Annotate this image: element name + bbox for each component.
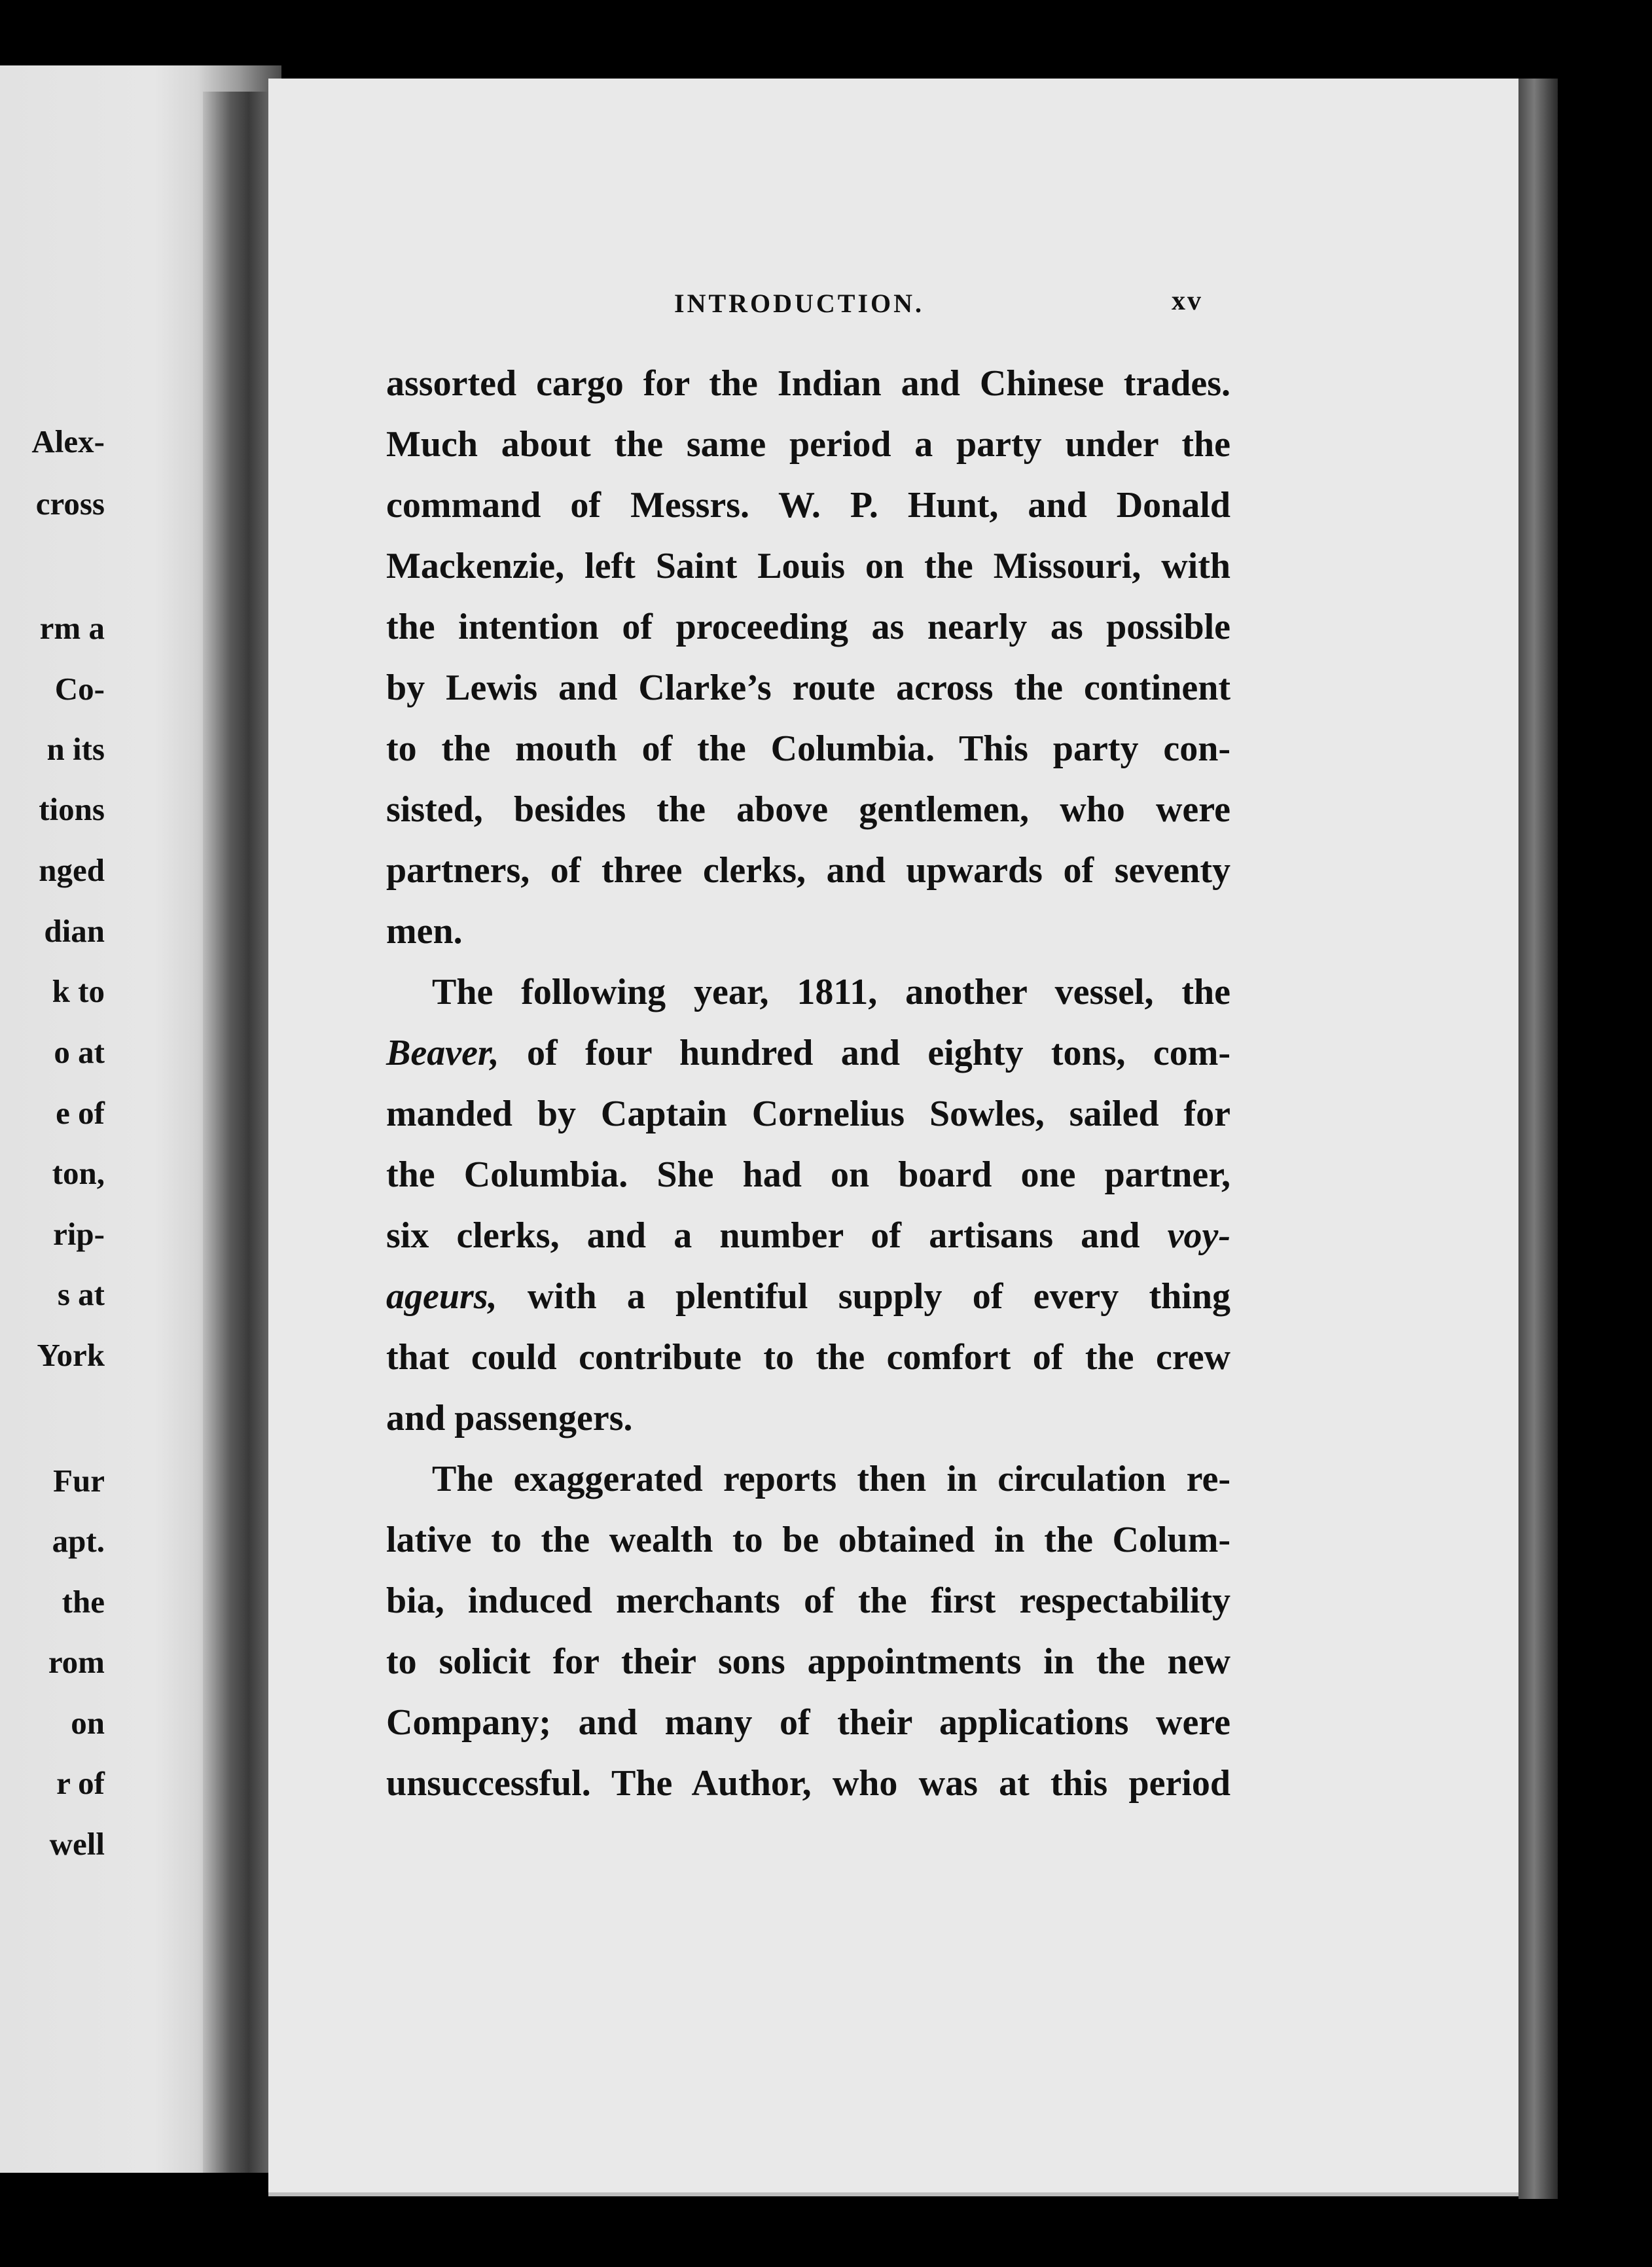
left-fragment: tions — [39, 791, 105, 827]
left-fragment: rm a — [39, 610, 105, 646]
line-rest: with a plentiful supply of every thing — [497, 1276, 1230, 1317]
left-fragment: dian — [44, 913, 105, 949]
text-line: manded by Captain Cornelius Sowles, sailed for — [386, 1094, 1230, 1134]
text-line: men. — [386, 911, 463, 952]
text-line — [386, 1266, 1230, 1327]
left-fragment: apt. — [52, 1523, 105, 1559]
running-head: INTRODUCTION. — [674, 289, 925, 318]
text-line: that could contribute to the comfort of the crew — [386, 1337, 1230, 1378]
text-line: Mackenzie, left Saint Louis on the Missouri, with — [386, 546, 1230, 586]
text-line: The exaggerated reports then in circulation re- — [432, 1459, 1230, 1499]
left-fragment: o at — [54, 1034, 105, 1070]
text-line — [386, 1023, 1230, 1084]
text-line: partners, of three clerks, and upwards of seventy — [386, 850, 1230, 891]
left-fragment: e of — [56, 1095, 105, 1131]
italic-word: ageurs, — [386, 1276, 497, 1317]
text-line: by Lewis and Clarke’s route across the continent — [386, 668, 1230, 708]
body-text — [386, 353, 1230, 1814]
text-line: Company; and many of their applications were — [386, 1702, 1230, 1743]
left-page-text-fragments — [0, 65, 105, 2173]
text-line: bia, induced merchants of the first respectability — [386, 1580, 1230, 1621]
left-fragment: York — [37, 1337, 105, 1373]
italic-word: Beaver, — [386, 1033, 499, 1073]
text-line: Much about the same period a party under the — [386, 424, 1230, 465]
text-line — [386, 1205, 1230, 1266]
text-line: to solicit for their sons appointments in the new — [386, 1641, 1230, 1682]
left-fragment: rom — [48, 1644, 105, 1680]
text-line: command of Messrs. W. P. Hunt, and Donald — [386, 485, 1230, 526]
line-text: six clerks, and a number of artisans and — [386, 1215, 1168, 1256]
text-line: unsuccessful. The Author, who was at this period — [386, 1763, 1230, 1804]
text-line: the Columbia. She had on board one partner, — [386, 1154, 1230, 1195]
left-fragment: the — [62, 1584, 105, 1620]
left-fragment: Fur — [53, 1463, 105, 1499]
text-line: and passengers. — [386, 1398, 633, 1438]
left-fragment: n its — [46, 731, 105, 767]
left-fragment: k to — [52, 973, 105, 1009]
left-fragment: nged — [39, 852, 105, 888]
text-line: the intention of proceeding as nearly as possible — [386, 607, 1230, 647]
text-line: assorted cargo for the Indian and Chinese trades. — [386, 363, 1230, 404]
text-line: The following year, 1811, another vessel, the — [432, 972, 1230, 1012]
left-fragment: s at — [57, 1276, 105, 1312]
left-fragment: rip- — [53, 1216, 105, 1252]
left-fragment: cross — [35, 486, 105, 522]
left-fragment: on — [71, 1705, 105, 1741]
left-fragment: ton, — [52, 1155, 105, 1191]
page-edge — [1518, 79, 1558, 2199]
text-line: to the mouth of the Columbia. This party con- — [386, 728, 1230, 769]
left-fragment: Co- — [54, 671, 105, 707]
text-line: lative to the wealth to be obtained in the Colum- — [386, 1520, 1230, 1560]
text-line: sisted, besides the above gentlemen, who were — [386, 789, 1230, 830]
line-rest: of four hundred and eighty tons, com- — [499, 1033, 1230, 1073]
left-fragment: r of — [56, 1765, 105, 1801]
left-fragment: well — [49, 1826, 105, 1862]
page-number: xv — [1172, 286, 1203, 316]
left-fragment: Alex- — [31, 423, 105, 459]
italic-word: voy- — [1167, 1215, 1230, 1256]
